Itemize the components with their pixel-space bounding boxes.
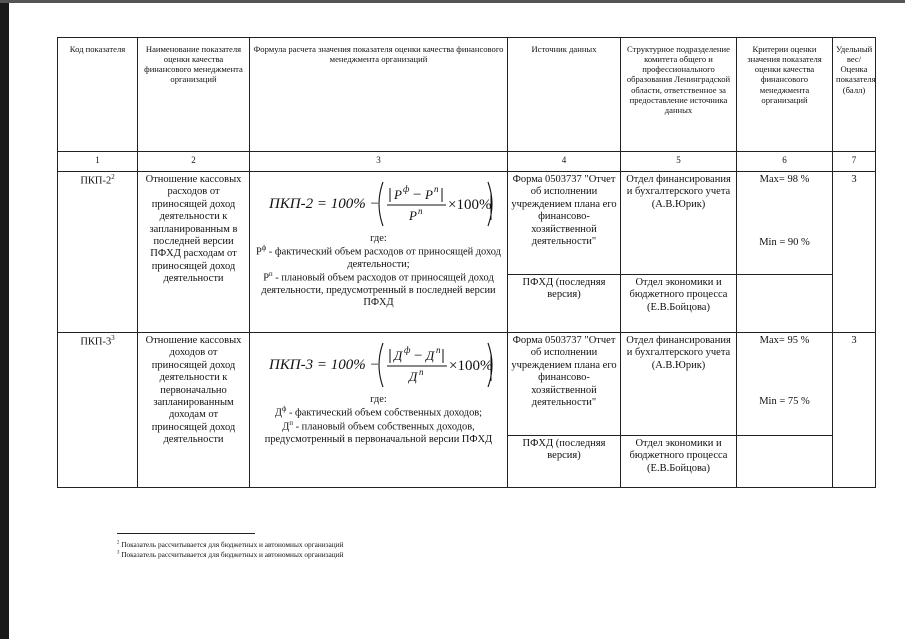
desc-sym: Д (282, 421, 290, 433)
criteria-min: Min = 90 % (737, 237, 833, 295)
indicator-weight: 3 (833, 172, 876, 333)
indicator-weight: 3 (833, 333, 876, 488)
footnote-rule (117, 533, 255, 534)
responsible-department: Отдел финансирования и бухгалтерского учета (А.В.Юрик) (621, 172, 737, 275)
col-number: 5 (621, 152, 737, 172)
footnote-mark: 2 (111, 174, 115, 181)
formula-desc-actual (253, 245, 504, 271)
formula-where: где: (370, 394, 387, 405)
indicator-code (58, 333, 138, 488)
den: Д (408, 369, 417, 384)
num-b: Д (425, 348, 434, 363)
footnotes (117, 540, 344, 560)
formula-desc-plan (253, 271, 504, 309)
header-department: Структурное подразделение комитета общего и профессионального образования Ленинградской области, ответственное за предоставление источника данных (621, 38, 737, 152)
header-weight: Удельный вес/Оценка показателя (балл) (833, 38, 876, 152)
col-number: 2 (138, 152, 250, 172)
den: P (408, 208, 417, 223)
criteria-max: Max= 98 % (737, 172, 833, 275)
responsible-department: Отдел финансирования и бухгалтерского учета (А.В.Юрик) (621, 333, 737, 436)
header-criteria: Критерии оценки значения показателя оценки качества финансового менеджмента организаций (737, 38, 833, 152)
minus-sign: − (412, 187, 421, 203)
desc-text: - плановый объем собственных доходов, предусмотренный в первоначальной версии ПФХД (264, 421, 493, 445)
code-text: ПКП-2 (80, 175, 112, 187)
code-text: ПКП-3 (80, 336, 112, 348)
col-number: 3 (250, 152, 508, 172)
desc-sym: P (263, 272, 270, 284)
indicator-code (58, 172, 138, 333)
data-source: ПФХД (последняя версия) (508, 436, 621, 488)
footnote-mark: 3 (117, 550, 120, 556)
minus-sign: − (413, 348, 422, 364)
data-source: Форма 0503737 "Отчет об исполнении учреждением плана его финансово-хозяйственной деятельности" (508, 333, 621, 436)
desc-sup: ф (261, 245, 267, 253)
desc-sup: п (269, 271, 273, 279)
formula-desc-actual (253, 406, 504, 420)
formula-lhs: ПКП-3 = 100% − (268, 357, 380, 373)
footnote-text: Показатель рассчитывается для бюджетных и автономных организаций (119, 549, 344, 559)
indicators-table (57, 37, 876, 488)
num-b-sup: п (435, 345, 440, 355)
formula-where: где: (370, 233, 387, 244)
num-a: Д (393, 348, 402, 363)
footnote (117, 550, 344, 560)
responsible-department: Отдел экономики и бюджетного процесса (Е.В.Бойцова) (621, 436, 737, 488)
header-formula: Формула расчета значения показателя оценки качества финансового менеджмента организаций (250, 38, 508, 152)
indicator-formula (250, 172, 508, 333)
num-a-sup: ф (403, 345, 410, 355)
den-sup: п (418, 367, 423, 377)
desc-text: - плановый объем расходов от приносящей доход деятельности, предусмотренный в последней версии ПФХД (261, 272, 496, 309)
criteria-min: Min = 75 % (737, 396, 833, 448)
col-number: 7 (833, 152, 876, 172)
header-row (58, 38, 876, 152)
desc-sup: ф (282, 406, 287, 414)
num-b: P (424, 187, 433, 202)
scan-edge-top (0, 0, 905, 3)
col-number: 1 (58, 152, 138, 172)
num-a: P (393, 187, 402, 202)
desc-text: - фактический объем собственных доходов; (286, 407, 483, 419)
desc-sup: п (289, 420, 293, 428)
responsible-department: Отдел экономики и бюджетного процесса (Е.В.Бойцова) (621, 275, 737, 333)
header-name: Наименование показателя оценки качества финансового менеджмента организаций (138, 38, 250, 152)
footnote-text: Показатель рассчитывается для бюджетных и автономных организаций (119, 540, 344, 549)
times-100: ×100% (447, 197, 491, 213)
col-number: 6 (737, 152, 833, 172)
criteria-max: Max= 95 % (737, 333, 833, 436)
formula-desc-plan (253, 420, 504, 446)
formula-equation (259, 174, 499, 232)
header-source: Источник данных (508, 38, 621, 152)
desc-text: - фактический объем расходов от приносящей доход деятельности; (266, 246, 501, 271)
data-source: Форма 0503737 "Отчет об исполнении учреждением плана его финансово-хозяйственной деятельности" (508, 172, 621, 275)
desc-sym: Д (274, 407, 283, 419)
den-sup: п (417, 206, 422, 216)
desc-sym: P (256, 246, 262, 258)
footnote-mark: 3 (111, 335, 115, 342)
num-b-sup: п (433, 184, 438, 194)
col-number: 4 (508, 152, 621, 172)
footnote-mark: 2 (117, 540, 120, 546)
indicator-formula (250, 333, 508, 488)
data-source: ПФХД (последняя версия) (508, 275, 621, 333)
num-a-sup: ф (402, 184, 409, 194)
times-100: ×100% (448, 358, 492, 374)
column-numbers-row (58, 152, 876, 172)
indicator-name: Отношение кассовых доходов от приносящей доход деятельности к первоначально запланированным доходам от приносящей доход деятельности (138, 333, 250, 488)
footnote (117, 540, 344, 550)
header-code: Код показателя (58, 38, 138, 152)
formula-lhs: ПКП-2 = 100% − (268, 196, 380, 212)
indicator-name: Отношение кассовых расходов от приносящей доход деятельности к запланированным в последней версии ПФХД расходам от приносящей доход деятельности (138, 172, 250, 333)
scan-edge-left (0, 0, 9, 639)
formula-equation (259, 335, 499, 393)
